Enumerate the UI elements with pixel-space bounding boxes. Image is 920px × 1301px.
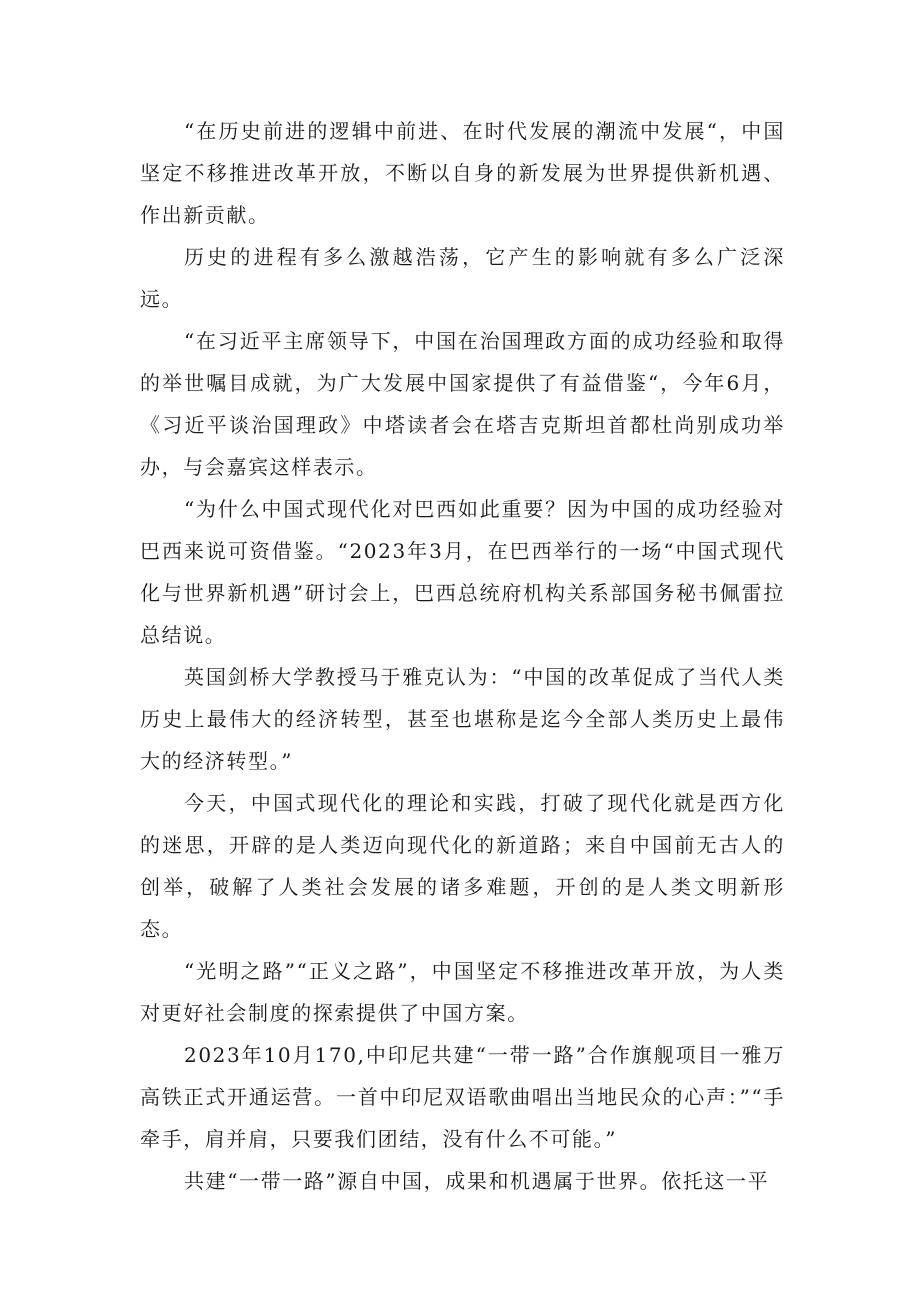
paragraph-2: 历史的进程有多么激越浩荡，它产生的影响就有多么广泛深远。 [140,245,785,311]
document-body [140,110,785,1202]
paragraph-4: “为什么中国式现代化对巴西如此重要？因为中国的成功经验对巴西来说可资借鉴。“2023年3月，在巴西举行的一场“中国式现代化与世界新机遇”研讨会上，巴西总统府机构关系部国务秘书佩雷拉总结说。 [140,497,785,647]
paragraph-8: 2023年10月170,中印尼共建“一带一路”合作旗舰项目一雅万高铁正式开通运营。一首中印尼双语歌曲唱出当地民众的心声：”“手牵手，肩并肩，只要我们团结，没有什么不可能。” [140,1043,785,1151]
paragraph-1: “在历史前进的逻辑中前进、在时代发展的潮流中发展“，中国坚定不移推进改革开放，不断以自身的新发展为世界提供新机遇、作出新贡献。 [140,119,785,227]
paragraph-7: “光明之路”“正义之路”，中国坚定不移推进改革开放，为人类对更好社会制度的探索提供了中国方案。 [140,959,785,1025]
paragraph-3: “在习近平主席领导下，中国在治国理政方面的成功经验和取得的举世嘱目成就，为广大发展中国家提供了有益借鉴“，今年6月，《习近平谈治国理政》中塔读者会在塔吉克斯坦首都杜尚别成功举办，与会嘉宾这样表示。 [140,329,785,479]
paragraph-5: 英国剑桥大学教授马于雅克认为：“中国的改革促成了当代人类历史上最伟大的经济转型，甚至也堪称是迄今全部人类历史上最伟大的经济转型。” [140,665,785,773]
paragraph-9: 共建“一带一路”源自中国，成果和机遇属于世界。依托这一平 [184,1169,770,1193]
paragraph-6: 今天，中国式现代化的理论和实践，打破了现代化就是西方化的迷思，开辟的是人类迈向现代化的新道路；来自中国前无古人的创举，破解了人类社会发展的诸多难题，开创的是人类文明新形态。 [140,791,785,941]
